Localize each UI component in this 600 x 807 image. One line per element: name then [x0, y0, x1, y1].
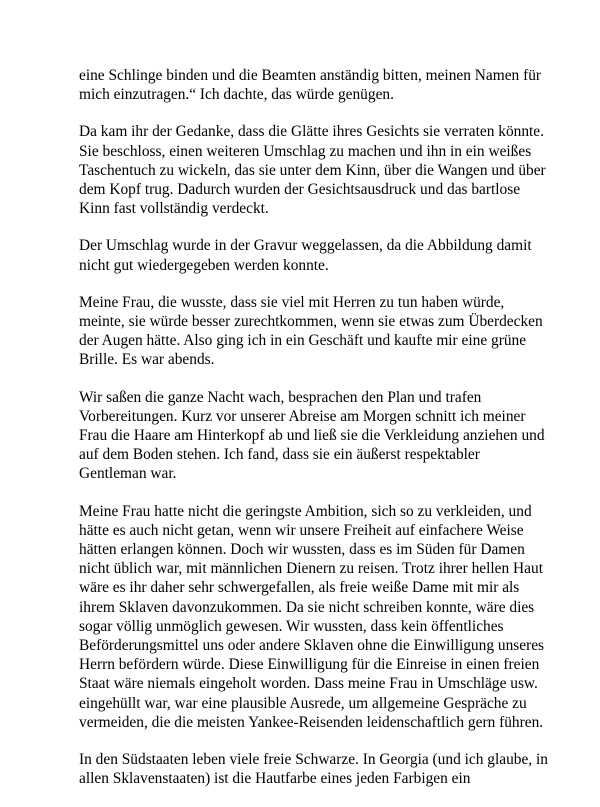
- text-line: Meine Frau hatte nicht die geringste Ambition, sich so zu verkleiden, und: [79, 502, 532, 520]
- text-line: Staat wäre niemals eingeholt worden. Dass meine Frau in Umschläge usw.: [79, 675, 538, 693]
- text-line: Beförderungsmittel uns oder andere Sklaven ohne die Einwilligung unseres: [79, 637, 545, 655]
- text-line: hätte es auch nicht getan, wenn wir unsere Freiheit auf einfachere Weise: [79, 521, 524, 539]
- text-line: allen Sklavenstaaten) ist die Hautfarbe eines jeden Farbigen ein: [79, 770, 471, 788]
- paragraph: [79, 750, 548, 788]
- text-line: sogar völlig unmöglich gewesen. Wir wussten, dass kein öffentliches: [79, 617, 504, 635]
- text-line: Der Umschlag wurde in der Gravur weggelassen, da die Abbildung damit: [79, 237, 532, 255]
- paragraph: [79, 66, 542, 104]
- text-line: Meine Frau, die wusste, dass sie viel mit Herren zu tun haben würde,: [79, 293, 505, 311]
- text-line: eine Schlinge binden und die Beamten anständig bitten, meinen Namen für: [79, 67, 542, 84]
- text-line: vermeiden, die die meisten Yankee-Reisenden leidenschaftlich gern führen.: [79, 713, 544, 731]
- paragraph: [79, 388, 545, 484]
- text-line: wäre es ihr daher sehr schwergefallen, als freie weiße Dame mit mir als: [79, 579, 520, 597]
- paragraph: [79, 502, 545, 732]
- text-line: mich einzutragen.“ Ich dachte, das würde genügen.: [79, 86, 394, 104]
- text-line: Wir saßen die ganze Nacht wach, besprachen den Plan und trafen: [79, 388, 482, 406]
- document-page: [79, 66, 548, 807]
- text-line: auf dem Boden stehen. Ich fand, dass sie ein äußerst respektabler: [79, 446, 480, 464]
- text-line: In den Südstaaten leben viele freie Schwarze. In Georgia (und ich glaube, in: [79, 751, 548, 769]
- paragraph: [79, 236, 533, 274]
- text-line: nicht gut wiedergegeben werden konnte.: [79, 256, 329, 274]
- text-line: Da kam ihr der Gedanke, dass die Glätte ihres Gesichts sie verraten könnte.: [79, 123, 544, 141]
- text-line: ihrem Sklaven davonzukommen. Da sie nicht schreiben konnte, wäre dies: [79, 598, 535, 616]
- text-line: eingehüllt war, war eine plausible Ausrede, um allgemeine Gespräche zu: [79, 694, 527, 712]
- text-line: nicht üblich war, mit männlichen Dienern zu reisen. Trotz ihrer hellen Haut: [79, 560, 543, 578]
- text-line: Taschentuch zu wickeln, das sie unter dem Kinn, über die Wangen und über: [79, 161, 546, 179]
- text-line: meinte, sie würde besser zurechtkommen, wenn sie etwas zum Überdecken: [79, 313, 543, 331]
- paragraph: [79, 293, 543, 370]
- text-line: Gentleman war.: [79, 465, 177, 483]
- text-line: Kinn fast vollständig verdeckt.: [79, 200, 269, 218]
- text-line: hätten erlangen können. Doch wir wussten, dass es im Süden für Damen: [79, 541, 525, 559]
- paragraph: [79, 122, 546, 218]
- text-line: Frau die Haare am Hinterkopf ab und ließ sie die Verkleidung anziehen und: [79, 427, 545, 445]
- text-line: Vorbereitungen. Kurz vor unserer Abreise am Morgen schnitt ich meiner: [79, 407, 526, 425]
- text-line: dem Kopf trug. Dadurch wurden der Gesichtsausdruck und das bartlose: [79, 181, 521, 199]
- text-line: Brille. Es war abends.: [79, 351, 215, 369]
- text-line: Herrn befördern würde. Diese Einwilligung für die Einreise in einen freien: [79, 656, 540, 674]
- text-line: Sie beschloss, einen weiteren Umschlag zu machen und ihn in ein weißes: [79, 142, 532, 160]
- text-line: der Augen hätte. Also ging ich in ein Geschäft und kaufte mir eine grüne: [79, 332, 527, 350]
